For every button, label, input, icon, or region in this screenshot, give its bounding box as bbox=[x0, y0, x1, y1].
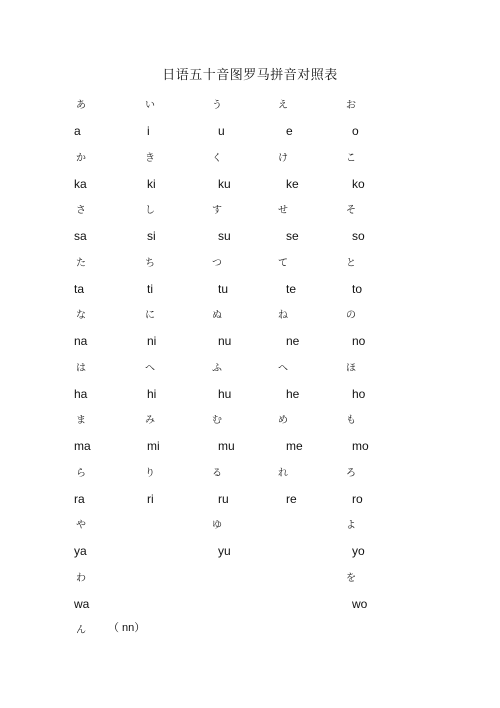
kana-row bbox=[0, 306, 500, 324]
romaji-cell: ro bbox=[352, 491, 363, 506]
kana-cell: ち bbox=[145, 257, 155, 269]
kana-cell: こ bbox=[346, 152, 356, 164]
kana-cell: や bbox=[76, 520, 86, 531]
kana-cell: ま bbox=[76, 415, 86, 426]
romaji-cell: hi bbox=[147, 386, 157, 401]
romaji-row bbox=[0, 544, 500, 562]
romaji-cell: to bbox=[352, 281, 363, 296]
kana-cell: へ bbox=[278, 362, 288, 374]
romaji-cell: mo bbox=[352, 439, 369, 453]
romaji-cell: ti bbox=[147, 281, 153, 296]
romaji-cell: sa bbox=[74, 229, 87, 243]
kana-row bbox=[0, 96, 500, 114]
kana-row bbox=[0, 149, 500, 167]
romaji-cell: ya bbox=[74, 544, 87, 558]
romaji-cell: ma bbox=[74, 439, 91, 453]
romaji-cell: yu bbox=[218, 544, 231, 558]
romaji-row bbox=[0, 334, 500, 352]
kana-cell: せ bbox=[278, 205, 288, 216]
kana-cell: ね bbox=[278, 310, 288, 321]
kana-cell: は bbox=[76, 362, 86, 374]
romaji-cell: ri bbox=[147, 491, 154, 506]
kana-cell: か bbox=[76, 152, 86, 164]
kana-cell: そ bbox=[346, 205, 356, 216]
kana-cell: わ bbox=[76, 572, 86, 584]
romaji-cell: ki bbox=[147, 176, 156, 191]
kana-row bbox=[0, 569, 500, 587]
romaji-cell: he bbox=[286, 386, 300, 401]
romaji-cell: no bbox=[352, 334, 366, 348]
kana-cell: と bbox=[346, 257, 356, 269]
kana-row bbox=[0, 464, 500, 482]
romaji-cell: ku bbox=[218, 176, 231, 191]
romaji-cell: ka bbox=[74, 176, 87, 191]
kana-cell: へ bbox=[145, 362, 155, 374]
kana-cell: の bbox=[346, 310, 356, 321]
kana-cell: ろ bbox=[346, 467, 356, 479]
romaji-cell: e bbox=[286, 124, 293, 138]
kana-cell: ぬ bbox=[212, 310, 222, 321]
kana-cell: に bbox=[145, 310, 155, 321]
romaji-cell: wo bbox=[352, 596, 368, 611]
kana-row bbox=[0, 359, 500, 377]
romaji-cell: u bbox=[218, 124, 225, 138]
kana-cell: お bbox=[346, 100, 356, 111]
romaji-cell: ni bbox=[147, 334, 157, 348]
romaji-note-nn: （ nn） bbox=[108, 622, 146, 634]
romaji-cell: ho bbox=[352, 386, 366, 401]
kana-cell: む bbox=[212, 415, 222, 426]
romaji-cell: te bbox=[286, 281, 297, 296]
romaji-cell: si bbox=[147, 229, 156, 243]
romaji-row bbox=[0, 387, 500, 405]
kana-cell: さ bbox=[76, 205, 86, 216]
romaji-cell: se bbox=[286, 229, 299, 243]
kana-cell: る bbox=[212, 467, 222, 479]
romaji-row bbox=[0, 229, 500, 247]
romaji-cell: me bbox=[286, 439, 303, 453]
kana-cell: な bbox=[76, 310, 86, 321]
romaji-cell: i bbox=[147, 124, 150, 138]
kana-cell: を bbox=[346, 572, 356, 584]
romaji-row bbox=[0, 597, 500, 615]
romaji-cell: wa bbox=[74, 596, 90, 611]
kana-cell: え bbox=[278, 100, 288, 111]
kana-cell-n: ん bbox=[76, 625, 86, 636]
kana-cell: れ bbox=[278, 467, 288, 479]
romaji-cell: yo bbox=[352, 544, 365, 558]
kana-row-n bbox=[0, 621, 500, 639]
kana-row bbox=[0, 411, 500, 429]
kana-cell: も bbox=[346, 415, 356, 426]
romaji-cell: ra bbox=[74, 491, 85, 506]
romaji-cell: ta bbox=[74, 281, 85, 296]
kana-cell: た bbox=[76, 257, 86, 269]
romaji-cell: hu bbox=[218, 386, 232, 401]
kana-row bbox=[0, 201, 500, 219]
romaji-cell: so bbox=[352, 229, 365, 243]
kana-row bbox=[0, 254, 500, 272]
romaji-cell: na bbox=[74, 334, 88, 348]
romaji-cell: re bbox=[286, 491, 297, 506]
kana-cell: す bbox=[212, 205, 222, 216]
document-title: 日语五十音图罗马拼音对照表 bbox=[162, 68, 338, 83]
romaji-cell: tu bbox=[218, 281, 229, 296]
kana-cell: つ bbox=[212, 257, 222, 269]
kana-cell: ゆ bbox=[212, 520, 222, 531]
kana-cell: ら bbox=[76, 467, 86, 479]
kana-cell: し bbox=[145, 205, 155, 216]
romaji-cell: ko bbox=[352, 176, 365, 191]
kana-cell: あ bbox=[76, 100, 86, 111]
romaji-cell: mi bbox=[147, 439, 160, 453]
kana-cell: け bbox=[278, 152, 288, 164]
romaji-cell: ne bbox=[286, 334, 300, 348]
kana-cell: く bbox=[212, 152, 222, 164]
kana-cell: め bbox=[278, 415, 288, 426]
romaji-cell: mu bbox=[218, 439, 235, 453]
kana-cell: て bbox=[278, 257, 288, 269]
romaji-cell: a bbox=[74, 124, 81, 138]
kana-cell: い bbox=[145, 100, 155, 111]
romaji-row bbox=[0, 177, 500, 195]
romaji-row bbox=[0, 124, 500, 142]
romaji-cell: ru bbox=[218, 491, 229, 506]
kana-cell: ふ bbox=[212, 362, 222, 374]
romaji-row bbox=[0, 492, 500, 510]
romaji-cell: o bbox=[352, 124, 359, 138]
kana-cell: よ bbox=[346, 520, 356, 531]
romaji-cell: nu bbox=[218, 334, 232, 348]
kana-cell: き bbox=[145, 152, 155, 164]
kana-row bbox=[0, 516, 500, 534]
kana-cell: み bbox=[145, 415, 155, 426]
romaji-cell: su bbox=[218, 229, 231, 243]
kana-cell: う bbox=[212, 100, 222, 111]
kana-cell: ほ bbox=[346, 362, 356, 374]
romaji-cell: ke bbox=[286, 176, 299, 191]
romaji-row bbox=[0, 439, 500, 457]
romaji-row bbox=[0, 282, 500, 300]
romaji-cell: ha bbox=[74, 386, 88, 401]
kana-cell: り bbox=[145, 467, 155, 479]
